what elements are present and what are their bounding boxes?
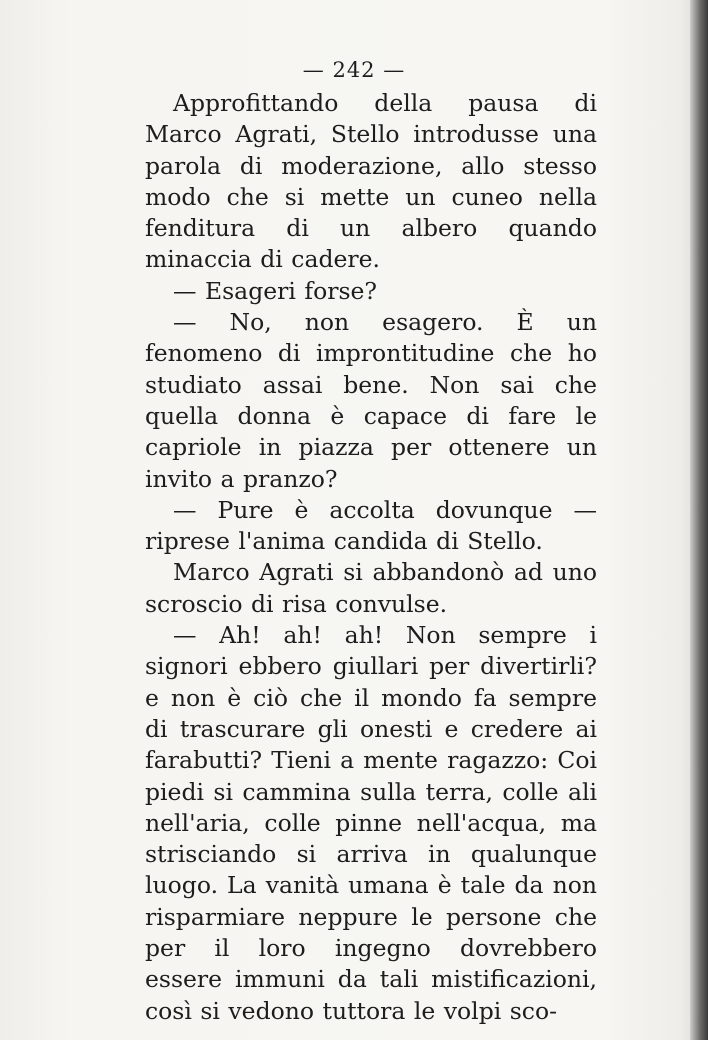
paragraph-3: — No, non esagero. È un fenomeno di improntitudine che ho studiato assai bene. Non sai che quella donna è capace di fare le capriole in piazza per ottenere un invito a pranzo?	[145, 308, 597, 493]
paragraph-2: — Esageri forse?	[173, 276, 378, 305]
paragraph-4: — Pure è accolta dovunque — riprese l'anima candida di Stello.	[145, 495, 597, 556]
body-text	[145, 88, 597, 1027]
paragraph-6: — Ah! ah! ah! Non sempre i signori ebbero giullari per divertirli? e non è ciò che il mondo fa sempre di trascurare gli onesti e credere ai farabutti? Tieni a mente ragazzo: Coi piedi si cammina sulla terra, colle ali nell'aria, colle pinne nell'acqua, ma strisciando si arriva in qualunque luogo. La vanità umana è tale da non risparmiare neppure le persone che per il loro ingegno dovrebbero essere immuni da tali mistificazioni, così si vedono tuttora le volpi sco-	[145, 621, 597, 1025]
page-number: — 242 —	[302, 58, 406, 82]
paragraph-5: Marco Agrati si abbandonò ad uno scroscio di risa convulse.	[145, 558, 597, 618]
paragraph-1: Approfittando della pausa di Marco Agrati, Stello introdusse una parola di moderazione, allo stesso modo che si mette un cuneo nella fenditura di un albero quando minaccia di cadere.	[145, 89, 597, 274]
page-edge-shadow	[690, 0, 708, 1040]
